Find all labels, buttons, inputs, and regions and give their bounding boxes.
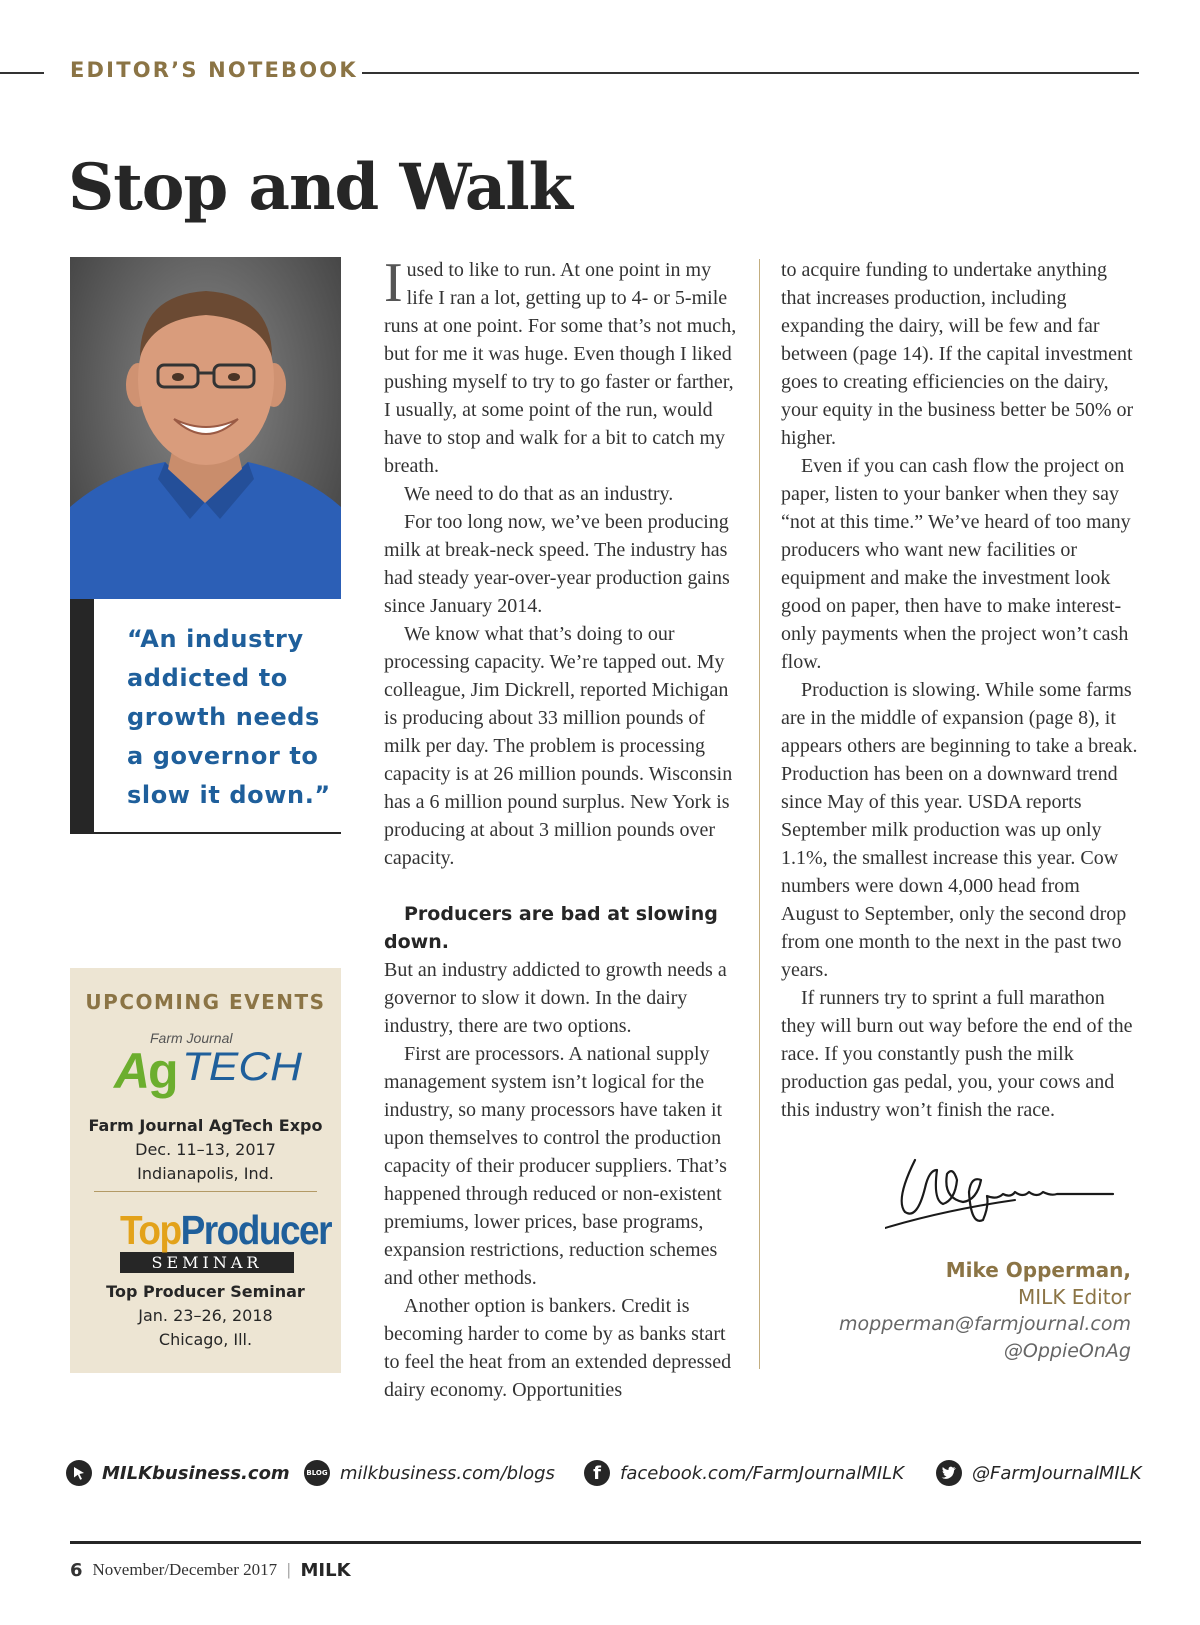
agtech-logo [112,1028,307,1108]
facebook-icon: f [584,1460,610,1486]
event-name: Top Producer Seminar [106,1282,305,1301]
page-title: Stop and Walk [68,150,572,225]
twitter-link-label: @FarmJournalMILK [972,1462,1142,1484]
paragraph-text: used to like to run. At one point in my life I ran a lot, getting up to 4- or 5-mile runs at one point. For some that’s not much, but for me it was huge. Even though I liked pushing myself to try to go faster or farther, I usually, at some point of the run, would have to stop and walk for a bit to catch my breath. [384,259,737,477]
website-link-label: MILKbusiness.com [102,1462,290,1484]
events-divider [94,1191,317,1192]
magazine-logo: MILK [300,1559,351,1581]
facebook-link-label: facebook.com/FarmJournalMILK [620,1462,905,1484]
event-location: Indianapolis, Ind. [137,1164,274,1183]
top-producer-logo-top: Top [120,1207,181,1253]
section-rule-right [362,72,1139,74]
article-subhead: Producers are bad at slowing down. [384,903,718,953]
upcoming-events-box [70,968,341,1373]
blog-link[interactable] [304,1455,555,1491]
byline-handle[interactable]: @OppieOnAg [1003,1340,1131,1362]
footer-rule [70,1541,1141,1544]
section-rule-left [0,72,44,74]
pull-quote: “An industry addicted to growth needs a governor to slow it down.” [127,625,331,809]
article-column-2 [781,256,1141,1124]
social-links [66,1455,1141,1491]
issue-date: November/December 2017 [92,1560,278,1579]
blog-icon: BLOG [304,1460,330,1486]
article-paragraph: If runners try to sprint a full marathon they will burn out way before the end of the race. If you constantly push the milk production gas pedal, you, your cows and this industry won’t finish the race. [781,987,1133,1121]
article-paragraph: We need to do that as an industry. [404,483,674,505]
event-dates: Jan. 23–26, 2018 [138,1306,273,1325]
column-divider [759,259,760,1369]
event-dates: Dec. 11–13, 2017 [135,1140,276,1159]
byline-name: Mike Opperman, [945,1258,1131,1282]
section-label: EDITOR’S NOTEBOOK [70,58,358,82]
footer-separator: | [287,1560,291,1579]
top-producer-logo-producer: Producer [180,1207,331,1253]
event-name: Farm Journal AgTech Expo [88,1116,323,1135]
byline [800,1257,1131,1365]
author-photo [70,257,341,599]
twitter-icon [936,1460,962,1486]
top-producer-logo [120,1207,331,1272]
drop-cap: I [384,252,403,314]
spacer [384,872,739,900]
twitter-link[interactable] [936,1455,1142,1491]
event-location: Chicago, Ill. [158,1330,253,1349]
website-link[interactable] [66,1455,290,1491]
article-paragraph: Even if you can cash flow the project on paper, listen to your banker when they say “not at this time.” We’ve heard of too many producers who want new facilities or equipment and make the investment look good on paper, then have to make interest-only payments when the project won’t cash flow. [781,455,1131,673]
pull-quote-bar [70,599,94,834]
cursor-arrow-icon [66,1460,92,1486]
agtech-logo-small-text: Farm Journal [150,1030,233,1046]
article-paragraph: But an industry addicted to growth needs a governor to slow it down. In the dairy industry, there are two options. [384,959,727,1037]
article-paragraph: We know what that’s doing to our processing capacity. We’re tapped out. My colleague, Jim Dickrell, reported Michigan is producing about 33 million pounds of milk per day. The problem is processing capacity is at 26 million pounds. Wisconsin has a 6 million pound surplus. New York is producing at about 3 million pounds over capacity. [384,623,733,869]
event-top-producer-seminar [70,1280,341,1352]
article-column-1 [384,252,739,1404]
article-paragraph: Another option is bankers. Credit is becoming harder to come by as banks start to feel the heat from an extended depressed dairy economy. Opportunities [384,1295,732,1401]
svg-text:TECH: TECH [182,1045,303,1089]
article-paragraph: to acquire funding to undertake anything that increases production, including expanding the dairy, will be few and far between (page 14). If the capital investment goes to creating efficiencies on the dairy, your equity in the business better be 50% or higher. [781,259,1134,449]
svg-text:A: A [114,1043,151,1099]
svg-text:g: g [148,1043,179,1099]
article-paragraph: For too long now, we’ve been producing milk at break-neck speed. The industry has had steady year-over-year production gains since January 2014. [384,511,730,617]
event-agtech-expo [70,1114,341,1186]
events-title: UPCOMING EVENTS [85,990,326,1014]
facebook-link[interactable] [584,1455,904,1491]
byline-title: MILK Editor [1018,1285,1131,1309]
page-number: 6 [70,1559,83,1581]
blog-link-label: milkbusiness.com/blogs [340,1462,555,1484]
article-paragraph [384,252,739,480]
article-paragraph: Production is slowing. While some farms are in the middle of expansion (page 8), it appears others are beginning to take a break. Production has been on a downward trend since May of this year. USDA reports September milk production was up only 1.1%, the smallest increase this year. Cow numbers were down 4,000 head from August to September, only the second drop from one month to the next in the past two years. [781,679,1138,981]
pull-quote-rule [94,832,341,834]
byline-email[interactable]: mopperman@farmjournal.com [839,1313,1131,1335]
article-paragraph: First are processors. A national supply management system isn’t logical for the industry, so many processors have taken it upon themselves to control the production capacity of their producer suppliers. That’s happened through reduced or non-existent premiums, lower prices, base programs, expansion restrictions, reduction schemes and other methods. [384,1043,727,1289]
top-producer-logo-seminar: SEMINAR [120,1252,294,1273]
editor-signature [885,1140,1125,1240]
page-footer [70,1558,351,1582]
